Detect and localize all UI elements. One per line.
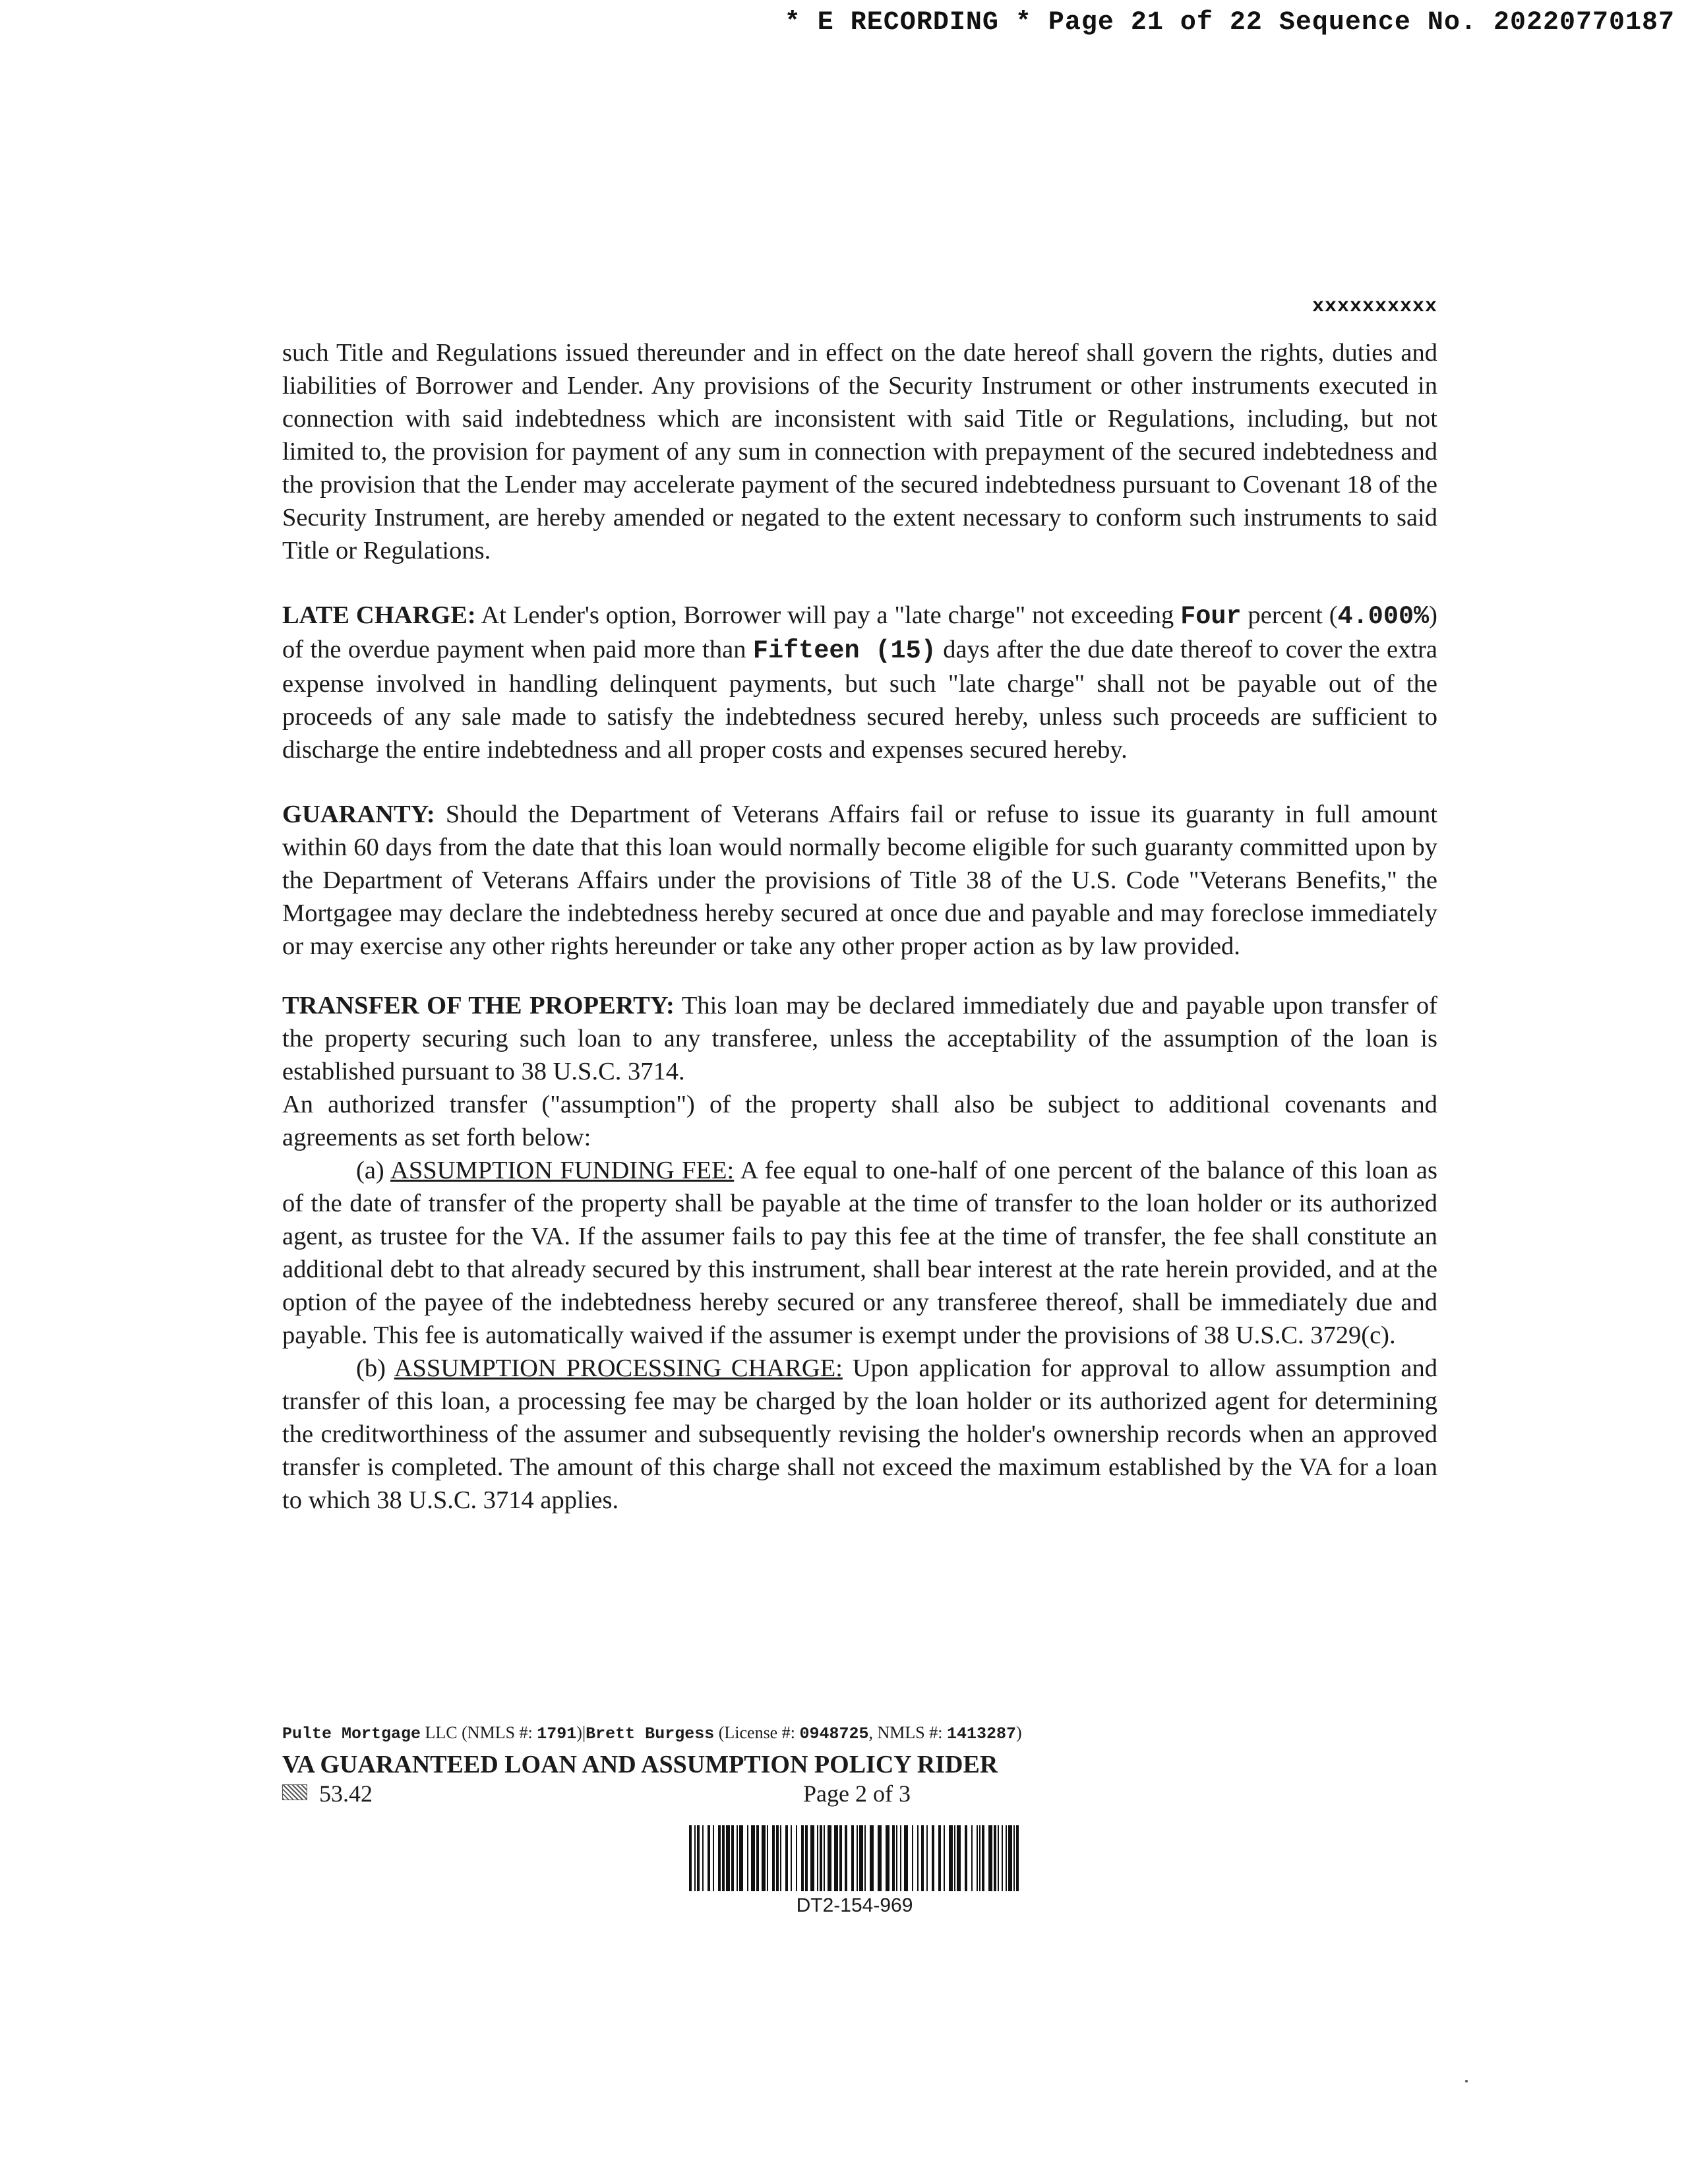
barcode-bar bbox=[824, 1825, 825, 1891]
item-b-text: Upon application for approval to allow assumption and transfer of this loan, a processing fee may be charged by the loan holder or its authorized agent for determining the creditworthiness of the assumer and subsequently revising the holder's ownership records when an approved transfer is completed. The amount of this charge shall not exceed the maximum established by the VA for a loan to which 38 U.S.C. 3714 applies. bbox=[282, 1354, 1437, 1514]
barcode-bar bbox=[708, 1825, 710, 1891]
barcode-bar bbox=[726, 1825, 730, 1891]
intro-paragraph: such Title and Regulations issued thereunder and in effect on the date hereof shall govern the rights, duties and liabilities of Borrower and Lender. Any provisions of the Security Instrument or other instruments executed in connection with said indebtedness which are inconsistent with said Title or Regulations, including, but not limited to, the provision for payment of any sum in connection with prepayment of the secured indebtedness and the provision that the Lender may accelerate payment of the secured indebtedness pursuant to Covenant 18 of the Security Instrument, are hereby amended or negated to the extent necessary to conform such instruments to said Title or Regulations. bbox=[282, 339, 1437, 564]
late-charge-text-1: At Lender's option, Borrower will pay a "late charge" not exceeding bbox=[475, 601, 1181, 629]
late-charge-text-4: days after the due date thereof to cover the extra expense involved in handling delinquent payments, but such "late charge" shall not be payable out of the proceeds of any sale made to satisfy the indebtedness secured hereby, unless such proceeds are sufficient to discharge the entire indebtedness and all proper costs and expenses secured hereby. bbox=[282, 636, 1437, 764]
barcode-bar bbox=[904, 1825, 908, 1891]
barcode-bar bbox=[1008, 1825, 1012, 1891]
barcode-bar bbox=[965, 1825, 967, 1891]
license-prefix: (License #: bbox=[714, 1723, 800, 1742]
barcode-bar bbox=[926, 1825, 928, 1891]
barcode-bar bbox=[780, 1825, 781, 1891]
form-number-value: 53.42 bbox=[319, 1780, 373, 1807]
scan-speck bbox=[1465, 2080, 1468, 2082]
transfer-text: This loan may be declared immediately due and payable upon transfer of the property securing such loan to any transferee, unless the acceptability of the assumption of the loan is established pursuant to 38 U.S.C. 3714. bbox=[282, 992, 1437, 1085]
authorized-transfer-paragraph: An authorized transfer ("assumption") of the property shall also be subject to additional covenants and agreements as set forth below: bbox=[282, 1091, 1437, 1151]
barcode-bar bbox=[739, 1825, 743, 1891]
item-b-title: ASSUMPTION PROCESSING CHARGE: bbox=[394, 1354, 843, 1382]
late-charge-percent-value: 4.000% bbox=[1337, 602, 1430, 631]
item-a-label: (a) bbox=[356, 1157, 391, 1184]
barcode-bar bbox=[857, 1825, 858, 1891]
barcode-bar bbox=[791, 1825, 792, 1891]
assumption-processing-charge-paragraph bbox=[282, 1352, 1437, 1517]
late-charge-percent-words: Four bbox=[1180, 602, 1242, 631]
barcode-bar bbox=[845, 1825, 847, 1891]
late-charge-days: Fifteen (15) bbox=[752, 636, 936, 665]
barcode-bar bbox=[982, 1825, 984, 1891]
barcode bbox=[683, 1825, 1026, 1918]
barcode-bar bbox=[859, 1825, 863, 1891]
close-paren: ) bbox=[1015, 1723, 1022, 1742]
originator-nmls: 1413287 bbox=[946, 1724, 1016, 1744]
late-charge-paragraph bbox=[282, 599, 1437, 766]
barcode-bar bbox=[944, 1825, 945, 1891]
barcode-bar bbox=[689, 1825, 692, 1891]
barcode-bar bbox=[851, 1825, 854, 1891]
late-charge-text-2: percent ( bbox=[1241, 601, 1338, 629]
barcode-bar bbox=[994, 1825, 996, 1891]
barcode-bar bbox=[697, 1825, 700, 1891]
barcode-bar bbox=[756, 1825, 759, 1891]
barcode-bar bbox=[762, 1825, 766, 1891]
barcode-bar bbox=[747, 1825, 748, 1891]
form-logo-icon bbox=[282, 1784, 307, 1800]
barcode-label: DT2-154-969 bbox=[796, 1895, 913, 1916]
document-body bbox=[282, 336, 1437, 1517]
barcode-bar bbox=[785, 1825, 788, 1891]
transfer-heading: TRANSFER OF THE PROPERTY: bbox=[282, 992, 675, 1019]
barcode-bar bbox=[767, 1825, 768, 1891]
document-footer bbox=[282, 1721, 1437, 1808]
barcode-bars bbox=[688, 1825, 1021, 1891]
barcode-bar bbox=[713, 1825, 714, 1891]
barcode-bar bbox=[718, 1825, 721, 1891]
form-number bbox=[282, 1779, 373, 1808]
barcode-bar bbox=[801, 1825, 804, 1891]
lender-nmls: 1791 bbox=[537, 1724, 577, 1744]
item-a-text: A fee equal to one-half of one percent of the balance of this loan as of the date of transfer of the property shall be payable at the time of transfer to the loan holder or its authorized agent, as trustee for the VA. If the assumer fails to pay this fee at the time of transfer, the fee shall constitute an additional debt to that already secured by this instrument, shall bear interest at the rate herein provided, and at the option of the payee of the indebtedness hereby secured or any transferee thereof, shall be immediately due and payable. This fee is automatically waived if the assumer is exempt under the provisions of 38 U.S.C. 3729(c). bbox=[282, 1157, 1437, 1349]
barcode-bar bbox=[839, 1825, 842, 1891]
barcode-bar bbox=[971, 1825, 973, 1891]
barcode-bar bbox=[954, 1825, 955, 1891]
guaranty-text: Should the Department of Veterans Affairs fail or refuse to issue its guaranty in full amount within 60 days from the date that this loan would normally become eligible for such guaranty committed upon by the Department of Veterans Affairs under the provisions of Title 38 of the U.S. Code "Veterans Benefits," the Mortgagee may declare the indebtedness hereby secured at once due and payable and may foreclose immediately or may exercise any other rights hereunder or take any other proper action as by law provided. bbox=[282, 801, 1437, 960]
barcode-bar bbox=[900, 1825, 901, 1891]
lender-name: Pulte Mortgage bbox=[282, 1724, 421, 1744]
barcode-bar bbox=[772, 1825, 775, 1891]
barcode-bar bbox=[979, 1825, 980, 1891]
lender-suffix: LLC (NMLS #: bbox=[421, 1723, 537, 1742]
barcode-bar bbox=[817, 1825, 818, 1891]
loan-number-mask: xxxxxxxxxx bbox=[1311, 295, 1437, 318]
barcode-bar bbox=[932, 1825, 934, 1891]
recording-stamp: * E RECORDING * Page 21 of 22 Sequence No. 20220770187 bbox=[784, 8, 1675, 38]
barcode-bar bbox=[886, 1825, 889, 1891]
barcode-bar bbox=[731, 1825, 734, 1891]
barcode-bar bbox=[938, 1825, 941, 1891]
guaranty-heading: GUARANTY: bbox=[282, 801, 435, 828]
form-row bbox=[282, 1779, 1437, 1808]
originator-name: Brett Burgess bbox=[586, 1724, 715, 1744]
barcode-bar bbox=[870, 1825, 874, 1891]
barcode-bar bbox=[820, 1825, 822, 1891]
barcode-bar bbox=[828, 1825, 831, 1891]
barcode-bar bbox=[805, 1825, 808, 1891]
separator: )| bbox=[576, 1723, 586, 1742]
barcode-bar bbox=[1016, 1825, 1019, 1891]
barcode-bar bbox=[737, 1825, 738, 1891]
form-title: VA GUARANTEED LOAN AND ASSUMPTION POLICY RIDER bbox=[282, 1751, 998, 1778]
barcode-bar bbox=[896, 1825, 897, 1891]
barcode-bar bbox=[776, 1825, 779, 1891]
barcode-bar bbox=[810, 1825, 814, 1891]
barcode-bar bbox=[722, 1825, 725, 1891]
barcode-bar bbox=[796, 1825, 797, 1891]
barcode-bar bbox=[1006, 1825, 1007, 1891]
barcode-bar bbox=[864, 1825, 866, 1891]
license-number: 0948725 bbox=[799, 1724, 869, 1744]
page-indicator: Page 2 of 3 bbox=[803, 1780, 911, 1807]
barcode-bar bbox=[998, 1825, 999, 1891]
barcode-bar bbox=[977, 1825, 978, 1891]
nmls-prefix: , NMLS #: bbox=[868, 1723, 947, 1742]
barcode-bar bbox=[988, 1825, 992, 1891]
barcode-bar bbox=[694, 1825, 696, 1891]
barcode-bar bbox=[949, 1825, 953, 1891]
late-charge-heading: LATE CHARGE: bbox=[282, 601, 476, 629]
barcode-bar bbox=[912, 1825, 913, 1891]
barcode-bar bbox=[917, 1825, 919, 1891]
barcode-bar bbox=[878, 1825, 882, 1891]
late-charge-text-3: ) of the overdue payment when paid more than bbox=[282, 601, 1437, 663]
barcode-bar bbox=[1002, 1825, 1003, 1891]
barcode-bar bbox=[834, 1825, 838, 1891]
barcode-bar bbox=[751, 1825, 755, 1891]
item-a-title: ASSUMPTION FUNDING FEE: bbox=[390, 1157, 735, 1184]
barcode-bar bbox=[892, 1825, 895, 1891]
barcode-bar bbox=[921, 1825, 924, 1891]
lender-originator-line bbox=[282, 1721, 1437, 1746]
barcode-bar bbox=[1013, 1825, 1015, 1891]
transfer-paragraph bbox=[282, 989, 1437, 1088]
barcode-bar bbox=[702, 1825, 704, 1891]
assumption-funding-fee-paragraph bbox=[282, 1154, 1437, 1352]
barcode-bar bbox=[957, 1825, 961, 1891]
item-b-label: (b) bbox=[356, 1354, 394, 1382]
guaranty-paragraph bbox=[282, 798, 1437, 963]
